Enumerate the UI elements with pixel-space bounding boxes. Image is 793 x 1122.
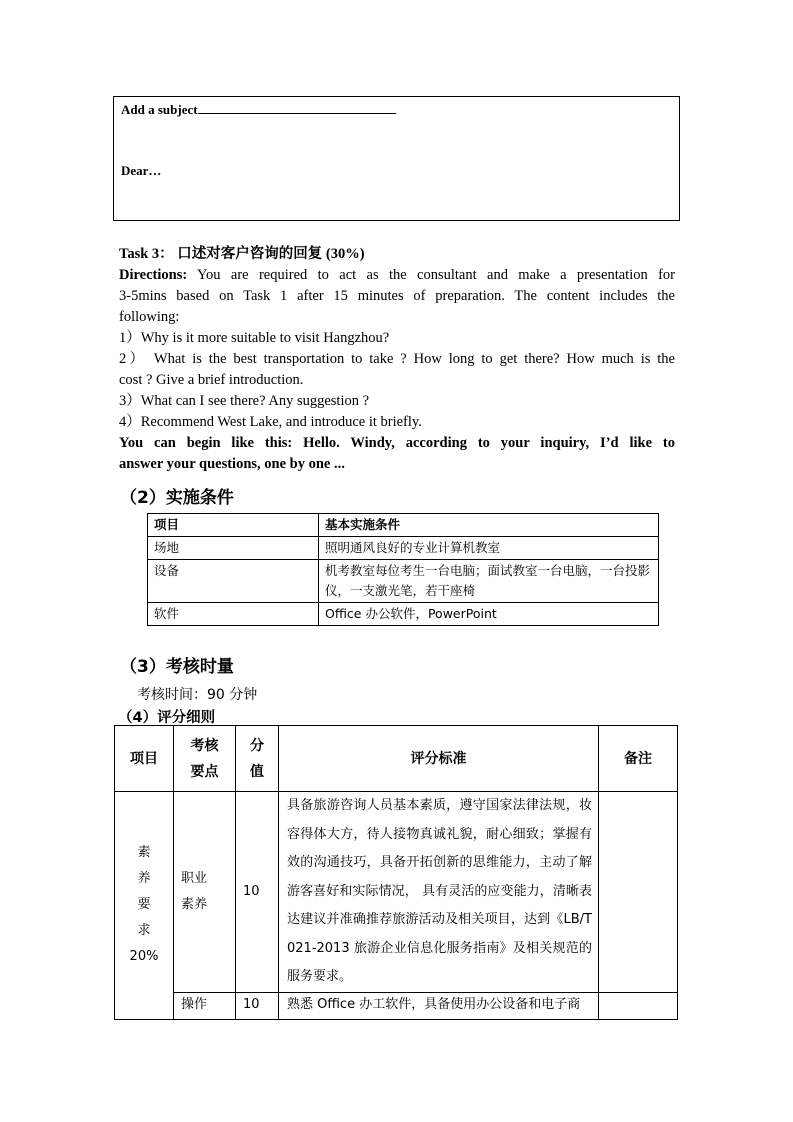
- table-row: [148, 603, 659, 626]
- group-label-literacy: [115, 792, 174, 1020]
- task3-directions-line3: following:: [119, 309, 180, 325]
- table-row: [148, 537, 659, 560]
- task3-item-2-cont: cost ? Give a brief introduction.: [119, 372, 304, 388]
- task3-directions-line2: 3-5mins based on Task 1 after 15 minutes of preparation. The content includes the: [119, 288, 675, 304]
- header-key-l1: 考核: [190, 737, 219, 754]
- header-criteria: 评分标准: [279, 726, 599, 792]
- header-remarks: 备注: [599, 726, 678, 792]
- email-greeting: Dear…: [121, 163, 162, 178]
- task3-item-2: 2） What is the best transportation to take ? How long to get there? How much is the: [119, 351, 675, 367]
- row-value: 照明通风良好的专业计算机教室: [319, 537, 659, 560]
- directions-label: Directions:: [119, 267, 188, 283]
- task3-begin-line1: You can begin like this: Hello. Windy, according to your inquiry, I’d like to: [119, 435, 675, 451]
- task3-item-1: 1）Why is it more suitable to visit Hangzhou?: [119, 330, 390, 346]
- section2-heading: （2）实施条件: [120, 488, 234, 508]
- group-char: 20%: [129, 949, 159, 965]
- header-score: [236, 726, 279, 792]
- score-cell: 10: [236, 792, 279, 993]
- remarks-cell: [599, 792, 678, 993]
- task3-item-3: 3）What can I see there? Any suggestion ?: [119, 393, 370, 409]
- exam-time-text: 考核时间：90 分钟: [137, 687, 258, 703]
- remarks-cell: [599, 992, 678, 1019]
- group-char: 素: [137, 845, 151, 861]
- task3-directions-line1: [119, 265, 675, 286]
- key-point-cell: 操作: [174, 992, 236, 1019]
- table-row: [115, 792, 678, 993]
- header-score-l2: 值: [250, 763, 264, 780]
- header-cell-conditions: 基本实施条件: [319, 514, 659, 537]
- directions-text-1: You are required to act as the consultant and make a presentation for: [187, 267, 675, 283]
- table-header-row: [148, 514, 659, 537]
- task3-begin-line2: answer your questions, one by one ...: [119, 456, 345, 472]
- row-value: 机考教室每位考生一台电脑；面试教室一台电脑，一台投影仪，一支激光笔，若干座椅: [319, 560, 659, 603]
- task3-title: Task 3： 口述对客户咨询的回复 (30%): [119, 246, 365, 262]
- header-score-l1: 分: [250, 737, 264, 754]
- section3-heading: （3）考核时量: [120, 657, 234, 677]
- header-key-point: [174, 726, 236, 792]
- group-char: 求: [137, 923, 151, 939]
- key-point-l2: 素养: [181, 896, 208, 912]
- task3-item-4: 4）Recommend West Lake, and introduce it briefly.: [119, 414, 422, 430]
- table-row: [148, 560, 659, 603]
- group-char: 要: [137, 897, 151, 913]
- group-char: 养: [137, 871, 151, 887]
- row-label: 场地: [148, 537, 319, 560]
- criteria-cell: 具备旅游咨询人员基本素质，遵守国家法律法规，妆容得体大方，待人接物真诚礼貌，耐心细致；掌握有效的沟通技巧，具备开拓创新的思维能力，主动了解游客喜好和实际情况， 具有灵活的应变能力，清晰表达建议并准确推荐旅游活动及相关项目，达到《LB/T 021-2013 旅游企业信息化服务指南》及相关规范的服务要求。: [279, 792, 599, 993]
- row-label: 软件: [148, 603, 319, 626]
- table-row: [115, 992, 678, 1019]
- header-key-l2: 要点: [190, 763, 219, 780]
- row-label: 设备: [148, 560, 319, 603]
- score-header-row: [115, 726, 678, 792]
- criteria-cell: 熟悉 Office 办工软件，具备使用办公设备和电子商: [279, 992, 599, 1019]
- subject-blank: [198, 101, 396, 114]
- scoring-table: [114, 725, 678, 1020]
- key-point-cell: [174, 792, 236, 993]
- conditions-table: [147, 513, 659, 626]
- header-cell-item: 项目: [148, 514, 319, 537]
- email-subject-line: [121, 101, 396, 118]
- header-item: 项目: [115, 726, 174, 792]
- subject-label: Add a subject: [121, 102, 198, 117]
- section4-heading: （4）评分细则: [118, 710, 216, 726]
- email-draft-box: [113, 96, 680, 221]
- row-value: Office 办公软件，PowerPoint: [319, 603, 659, 626]
- key-point-l1: 职业: [181, 870, 208, 886]
- score-cell: 10: [236, 992, 279, 1019]
